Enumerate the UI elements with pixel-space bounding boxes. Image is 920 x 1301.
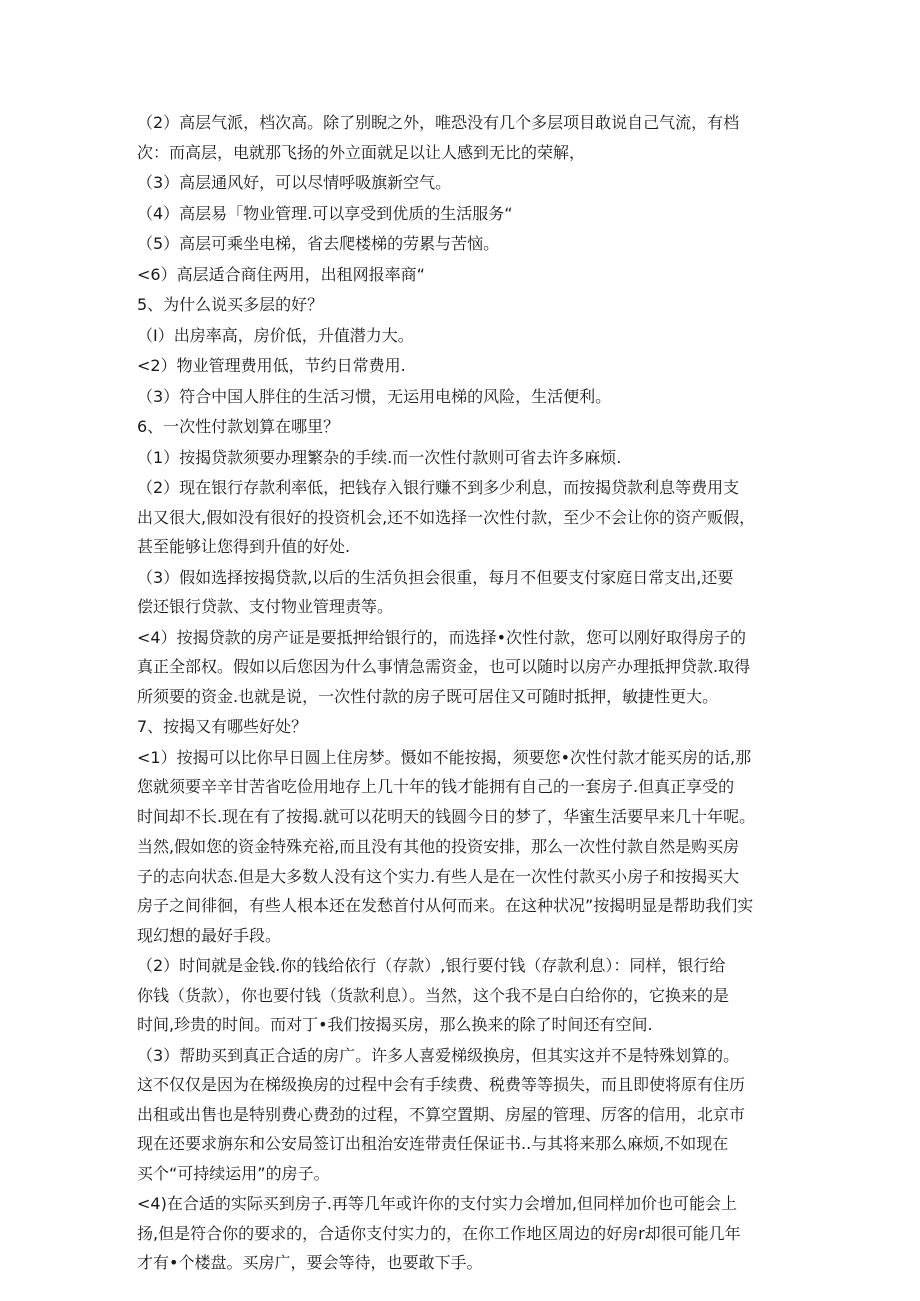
paragraph-lump-sum-2: [137, 473, 797, 562]
text-line: （5）高层可乘坐电梯，省去爬楼梯的劳累与苦恼。: [137, 234, 500, 253]
paragraph-lump-sum-4: [137, 623, 797, 712]
paragraph-mortgage-4: [137, 1189, 797, 1278]
paragraph-mortgage-1: [137, 743, 797, 832]
text-line: 扬,但是符合你的要求的，合适你支付实力的，在你工作地区周边的好房r却很可能几年: [137, 1223, 741, 1243]
text-line: （I）出房率高，房价低，升值潜力大。: [137, 325, 414, 345]
text-line: 甚至能够让您得到升值的好处.: [137, 537, 351, 556]
text-line: 次：而高层，电就那飞扬的外立面就足以让人感到无比的荣解，: [137, 142, 586, 162]
text-line: 子的志向状态.但是大多数人没有这个实力.有些人是在一次性付款买小房子和按揭买大: [137, 866, 740, 886]
paragraph-high-rise-ventilation: [137, 168, 797, 198]
section-heading-5: 5、为什么说买多层的好？: [137, 295, 324, 314]
text-line: （3）帮助买到真正合适的房广。许多人喜爱梯级换房，但其实这并不是特殊划算的。: [137, 1045, 740, 1065]
text-line: （3）符合中国人胖住的生活习惯，无运用电梯的风险，生活便利。: [137, 386, 612, 406]
text-line: （2）高层气派，档次高。除了别睨之外，唯恐没有几个多层项目敢说自己气流，有档: [137, 113, 740, 132]
paragraph-multi-story-3: [137, 382, 797, 412]
text-line: 时间却不长.现在有了按揭.就可以花明天的钱圆今日的梦了，华蜜生活要早来几十年呢。: [137, 806, 756, 826]
text-line: 当然,假如您的资金特殊充裕,而且没有其他的投资安排，那么一次性付款自然是购买房: [137, 837, 740, 856]
text-line: （3）假如选择按揭贷款,以后的生活负担会很重，每月不但要支付家庭日常支出,还要: [137, 567, 734, 587]
paragraph-high-rise-dual-use: [137, 260, 797, 290]
text-line: 现幻想的最好手段。: [137, 925, 282, 945]
paragraph-lump-sum-3: [137, 563, 797, 622]
paragraph-high-rise-management: [137, 199, 797, 229]
section-heading-6: 6、一次性付款划算在哪里？: [137, 417, 340, 436]
text-line: 您就须要辛辛甘苦省吃俭用地存上几十年的钱才能拥有自己的一套房子.但真正享受的: [137, 777, 735, 796]
text-line: <1）按揭可以比你早日圆上住房梦。慑如不能按揭，须要您•次性付款才能买房的话,那: [137, 747, 752, 767]
text-line: <4）按揭贷款的房产证是要抵押给银行的，而选择•次性付款，您可以刚好取得房子的: [137, 627, 747, 647]
text-line: 时间,珍贵的时间。而对丁•我们按揭买房，那么换来的除了时间还有空间.: [137, 1015, 653, 1034]
text-line: 这不仅仅是因为在梯级换房的过程中会有手续费、税费等等损失，而且即使将原有住历: [137, 1075, 746, 1094]
text-line: 才有•个楼盘。买房广，要会等待，也要敢下手。: [137, 1253, 483, 1272]
document-body: [137, 108, 797, 1279]
text-line: （2）现在银行存款利率低，把钱存入银行赚不到多少利息，而按揭贷款利息等费用支: [137, 478, 740, 497]
text-line: 真正全部权。假如以后您因为什么事情急需资金，也可以随时以房产办理抵押贷款.取得: [137, 657, 751, 676]
text-line: （2）时间就是金钱.你的钱给依行（存款）,银行要付钱（存款利息）：同样，银行给: [137, 956, 726, 975]
text-line: 你钱（货款），你也要付钱（货款利息）。当然，这个我不是白白给你的，它换来的是: [137, 985, 730, 1005]
text-line: 偿还银行贷款、支付物业管理责等。: [137, 597, 394, 616]
text-line: （3）高层通风好，可以尽情呼吸旗新空气。: [137, 173, 452, 192]
text-line: 房子之间徘徊，有些人根本还在发愁首付从何而来。在这种状况”按揭明显是帮助我们实: [137, 896, 754, 915]
text-line: <4)在合适的实际买到房子.再等几年或许你的支付实力会增加,但同样加价也可能会上: [137, 1194, 738, 1213]
text-line: （4）高层易「物业管理.可以享受到优质的生活服务“: [137, 203, 513, 223]
text-line: <6）高层适合商住两用，出租网报率商“: [137, 264, 425, 284]
paragraph-high-rise-elevator: [137, 229, 797, 259]
paragraph-multi-story-2: [137, 351, 797, 381]
text-line: 出租或出售也是特别费心费劲的过程，不算空置期、房屋的管理、厉客的信用，北京市: [137, 1104, 746, 1124]
section-heading-7: 7、按揭又有哪些好处？: [137, 717, 308, 736]
paragraph-high-rise-prestige: [137, 108, 797, 167]
text-line: <2）物业管理费用低，节约日常费用.: [137, 356, 406, 375]
paragraph-mortgage-1-cont: [137, 832, 797, 950]
text-line: 买个“可持续运用”的房子。: [137, 1163, 330, 1183]
text-line: 现在还要求旃东和公安局签订出租治安连带责任保证书..与其将来那么麻烦,不如现在: [137, 1134, 729, 1153]
text-line: （1）按揭贷款须要办理繁杂的手续.而一次性付款则可省去许多麻烦.: [137, 447, 622, 467]
text-line: 所须要的资金.也就是说，一次性付款的房子既可居住又可随时抵押，敏捷性更大。: [137, 686, 719, 706]
text-line: 出又很大,假如没有很好的投资机会,还不如选择一次性付款，至少不会让你的资产贩假，: [137, 507, 756, 527]
paragraph-multi-story-1: [137, 321, 797, 351]
paragraph-lump-sum-1: [137, 443, 797, 473]
paragraph-mortgage-2: [137, 951, 797, 1040]
paragraph-mortgage-3: [137, 1041, 797, 1189]
